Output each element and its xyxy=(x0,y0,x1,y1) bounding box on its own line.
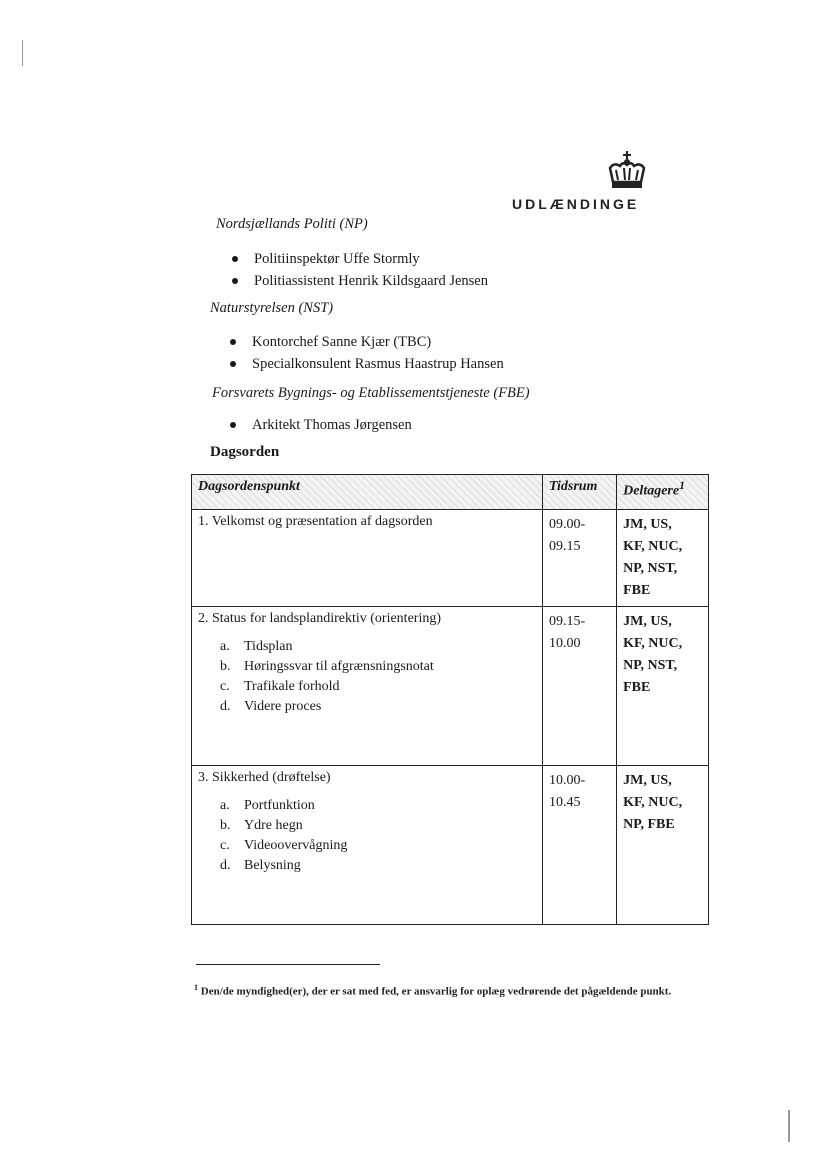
agenda-item-cell xyxy=(192,607,543,766)
footnote-number: 1 xyxy=(194,983,198,992)
participant-line: FBE xyxy=(623,583,651,598)
agenda-item-title: 1. Velkomst og præsentation af dagsorden xyxy=(198,514,433,529)
agenda-table xyxy=(191,474,709,925)
footnote-marker: 1 xyxy=(679,479,685,492)
subitem-text: Belysning xyxy=(244,858,301,873)
people-list-nst xyxy=(226,331,504,375)
agenda-header-row xyxy=(192,475,709,510)
subitem-label: b. xyxy=(220,659,231,674)
footnote-divider xyxy=(196,964,380,965)
participants-cell xyxy=(617,766,709,925)
list-item xyxy=(220,657,536,677)
time-end: 10.45 xyxy=(548,795,581,810)
column-header-time: Tidsrum xyxy=(542,475,616,510)
participant-line: NP, NST, xyxy=(623,658,678,673)
subitem-label: d. xyxy=(220,699,231,714)
list-item xyxy=(220,836,536,856)
agenda-heading: Dagsorden xyxy=(210,444,280,460)
participant-line: NP, NST, xyxy=(623,561,678,576)
list-item xyxy=(220,677,536,697)
subitem-text: Tidsplan xyxy=(244,639,293,654)
participant-line: NP, FBE xyxy=(623,817,675,832)
subitem-text: Høringssvar til afgrænsningsnotat xyxy=(244,659,434,674)
list-item xyxy=(220,637,536,657)
participant-line: JM, US, xyxy=(623,517,672,532)
scan-mark-right xyxy=(788,1110,790,1142)
subitem-text: Portfunktion xyxy=(244,798,315,813)
agenda-item-title: 2. Status for landsplandirektiv (orientering) xyxy=(198,611,441,626)
time-start: 09.00- xyxy=(548,517,586,532)
footnote xyxy=(194,980,694,1000)
org-heading-fbe: Forsvarets Bygnings- og Etablissementstjeneste (FBE) xyxy=(212,385,530,401)
person-item: Arkitekt Thomas Jørgensen xyxy=(226,414,412,436)
people-list-fbe xyxy=(226,414,412,436)
column-header-item: Dagsordenspunkt xyxy=(192,475,543,510)
time-cell xyxy=(542,607,616,766)
table-row xyxy=(192,607,709,766)
time-start: 10.00- xyxy=(548,773,586,788)
list-item xyxy=(220,697,536,717)
subitem-label: b. xyxy=(220,818,231,833)
table-row xyxy=(192,766,709,925)
time-end: 09.15 xyxy=(548,539,581,554)
subitem-list xyxy=(198,796,536,876)
org-heading-nst: Naturstyrelsen (NST) xyxy=(210,300,334,316)
column-header-participants-label: Deltagere xyxy=(623,483,680,499)
participant-line: JM, US, xyxy=(623,614,672,629)
agenda-item-title: 3. Sikkerhed (drøftelse) xyxy=(198,770,331,785)
time-end: 10.00 xyxy=(548,636,581,651)
subitem-text: Trafikale forhold xyxy=(244,679,340,694)
time-cell xyxy=(542,766,616,925)
subitem-label: a. xyxy=(220,639,230,654)
list-item xyxy=(220,816,536,836)
subitem-label: d. xyxy=(220,858,231,873)
scan-mark-left xyxy=(22,40,23,66)
list-item xyxy=(220,856,536,876)
person-item: Politiinspektør Uffe Stormly xyxy=(228,248,488,270)
crown-logo-icon xyxy=(604,150,650,192)
participant-line: KF, NUC, xyxy=(623,539,683,554)
subitem-label: a. xyxy=(220,798,230,813)
participant-line: FBE xyxy=(623,680,651,695)
org-heading-np: Nordsjællands Politi (NP) xyxy=(216,216,368,232)
person-item: Specialkonsulent Rasmus Haastrup Hansen xyxy=(226,353,504,375)
agenda-item-cell xyxy=(192,510,543,607)
participants-cell xyxy=(617,510,709,607)
participant-line: JM, US, xyxy=(623,773,672,788)
subitem-text: Videoovervågning xyxy=(244,838,348,853)
person-item: Politiassistent Henrik Kildsgaard Jensen xyxy=(228,270,488,292)
time-cell xyxy=(542,510,616,607)
time-start: 09.15- xyxy=(548,614,586,629)
person-item: Kontorchef Sanne Kjær (TBC) xyxy=(226,331,504,353)
brand-wordmark: UDLÆNDINGE xyxy=(512,196,640,212)
footnote-text: Den/de myndighed(er), der er sat med fed, er ansvarlig for oplæg vedrørende det pågældende punkt. xyxy=(200,985,672,998)
column-header-participants xyxy=(617,475,709,510)
subitem-label: c. xyxy=(220,679,230,694)
subitem-label: c. xyxy=(220,838,230,853)
participant-line: KF, NUC, xyxy=(623,795,683,810)
participants-cell xyxy=(617,607,709,766)
agenda-item-cell xyxy=(192,766,543,925)
table-row xyxy=(192,510,709,607)
people-list-np xyxy=(228,248,488,292)
subitem-text: Ydre hegn xyxy=(244,818,303,833)
subitem-text: Videre proces xyxy=(244,699,322,714)
subitem-list xyxy=(198,637,536,717)
participant-line: KF, NUC, xyxy=(623,636,683,651)
list-item xyxy=(220,796,536,816)
